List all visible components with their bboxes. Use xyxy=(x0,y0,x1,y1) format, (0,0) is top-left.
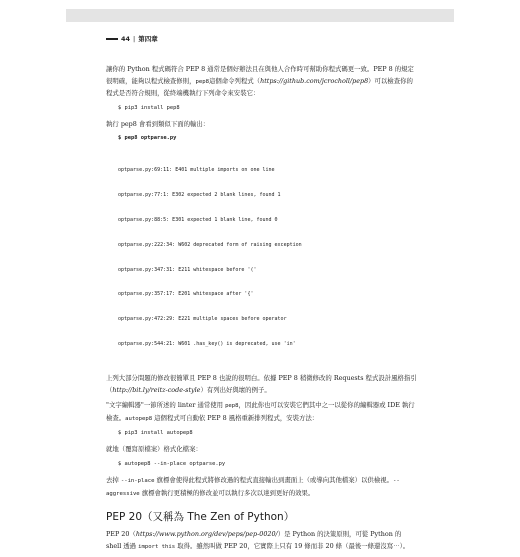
pep20-text-d: 取得。雖然叫做 PEP 20，它實際上只有 19 條而非 20 條（最後一條還沒寫⋯）。 xyxy=(175,541,410,550)
pep20-text-a: PEP 20（ xyxy=(106,530,136,539)
flags-text-c: 旗標會使得此程式將修改過的程式直接輸出到畫面上（或導向其他檔案）以供檢視。 xyxy=(154,476,393,485)
page-number: 44 xyxy=(121,35,131,43)
output-line: optparse.py:347:31: E211 whitespace before '(' xyxy=(118,266,257,273)
pep8-command-inline: pep8 xyxy=(195,78,209,85)
style-guide-url: http://bit.ly/reitz-code-style xyxy=(112,385,201,394)
output-line: optparse.py:357:17: E201 whitespace after '{' xyxy=(118,291,254,298)
aggressive-flag: --aggressive xyxy=(106,478,400,497)
paragraph-linter xyxy=(106,400,418,425)
header-rule xyxy=(106,38,118,40)
page-header xyxy=(106,34,426,43)
output-line: optparse.py:544:21: W601 .has_key() is deprecated, use 'in' xyxy=(118,341,296,348)
linter-text-c: ，因此你也可以安裝它們其中之一以從你的編輯器或 IDE 執行檢查。 xyxy=(106,401,415,422)
paragraph-intro xyxy=(106,64,418,100)
autopep8-in-place-command: $ autopep8 --in-place optparse.py xyxy=(118,461,226,468)
style-text-a: 上列大部分問題的修改很簡單且 PEP 8 也說的很明白。依據 PEP 8 稍微修改的 Requests 程式設計風格指引（ xyxy=(106,374,417,394)
run-pep8-command: $ pep8 optparse.py xyxy=(118,135,177,142)
linter-text-e: 這個程式可自動依 PEP 8 風格重新排列程式，安裝方法： xyxy=(152,413,319,422)
pep8-inline: pep8 xyxy=(225,403,239,410)
paragraph-pep20 xyxy=(106,529,418,553)
flags-text-e: 旗標會執行更積極的修改並可以執行多次以達到更好的效果。 xyxy=(139,488,315,497)
paragraph-run-pep8: 執行 pep8 會看到類似下面的輸出： xyxy=(106,119,210,128)
paragraph-in-place: 就地（覆寫原檔案）格式化檔案： xyxy=(106,445,202,454)
output-line: optparse.py:69:11: E401 multiple imports on one line xyxy=(118,166,275,173)
output-line: optparse.py:222:34: W602 deprecated form of raising exception xyxy=(118,241,302,248)
install-autopep8-command: $ pip3 install autopep8 xyxy=(118,430,193,437)
in-place-flag: --in-place xyxy=(120,478,155,485)
paragraph-style-guide xyxy=(106,373,418,396)
intro-text-d: ）可以檢查你的程式是否符合規則，從終端機執行下列命令來安裝它： xyxy=(106,76,413,98)
style-text-b: ）有列出好與壞的例子。 xyxy=(200,385,271,394)
autopep8-inline: autopep8 xyxy=(125,415,153,422)
chapter-title: 第四章 xyxy=(138,35,158,43)
output-line: optparse.py:88:5: E301 expected 1 blank line, found 0 xyxy=(118,216,278,223)
page-body xyxy=(106,64,418,557)
header-separator: | xyxy=(133,35,136,43)
pep8-url: https://github.com/jcrocholl/pep8 xyxy=(260,76,369,85)
pep8-output-block xyxy=(118,149,418,365)
paragraph-flags xyxy=(106,475,418,500)
top-gray-band xyxy=(66,9,454,22)
section-heading-pep20: PEP 20（又稱為 The Zen of Python） xyxy=(106,511,295,524)
linter-text-a: "文字編輯器"一節所述的 linter 通常使用 xyxy=(106,401,226,410)
flags-text-a: 去掉 xyxy=(106,476,121,485)
import-this-inline: import this xyxy=(138,543,176,550)
pep20-url: https://www.python.org/dev/peps/pep-0020/ xyxy=(135,530,278,539)
output-line: optparse.py:472:29: E221 multiple spaces before operator xyxy=(118,316,287,323)
intro-text-c: 這個命令列程式（ xyxy=(208,76,261,85)
output-line: optparse.py:77:1: E302 expected 2 blank lines, found 1 xyxy=(118,191,281,198)
pep20-text-b: ）是 Python 的決策原則，可從 Python 的 shell 透過 xyxy=(106,530,402,550)
install-pep8-command: $ pip3 install pep8 xyxy=(118,104,180,111)
intro-text-a: 讓你的 Python 程式碼符合 PEP 8 通常是個好辦法且在與他人合作時可幫助你程式碼更一致。PEP 8 的規定很明確，能夠以程式檢查修則， xyxy=(106,65,414,85)
